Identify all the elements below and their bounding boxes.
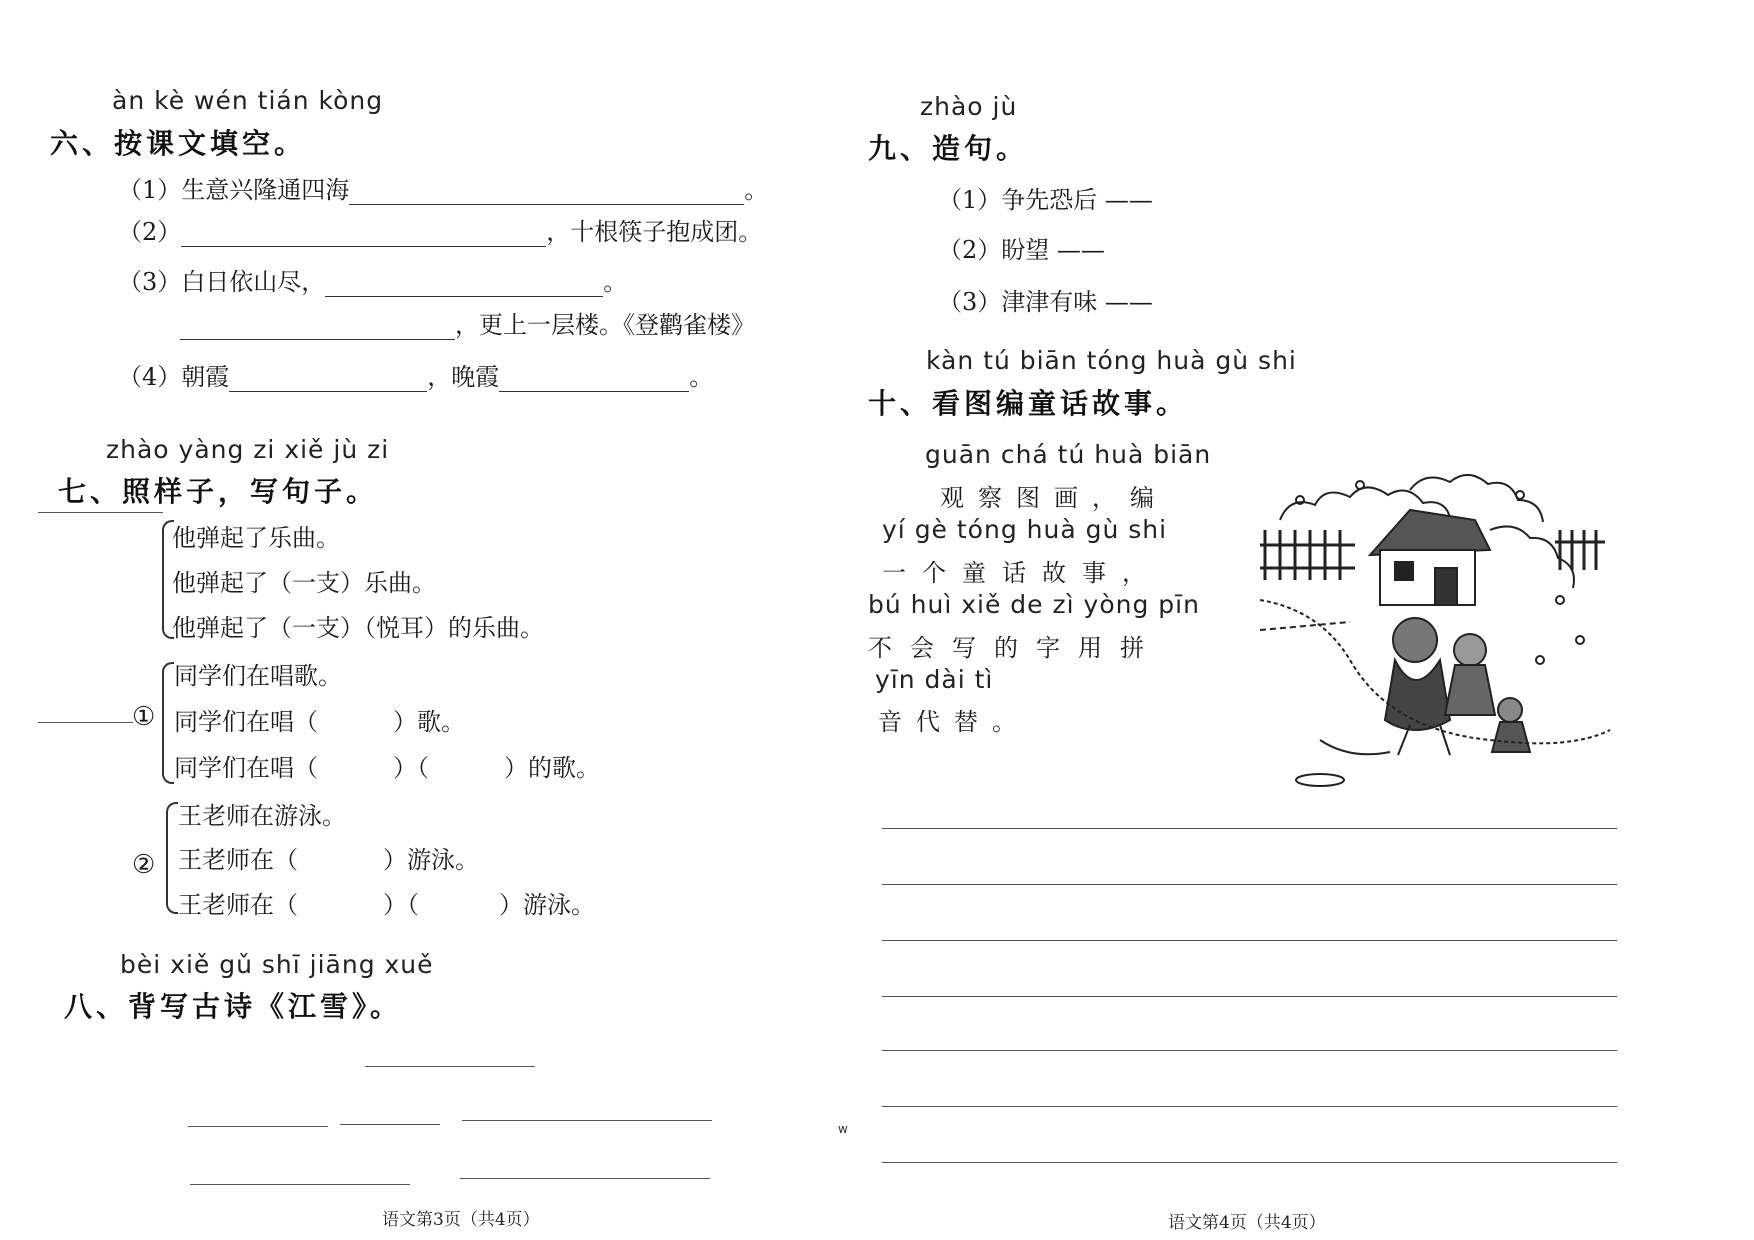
s6-question-3: （3）白日依山尽， 。 xyxy=(118,268,628,296)
writing-line-4[interactable] xyxy=(882,996,1617,997)
instr-pinyin-4: yīn dài tì xyxy=(875,665,994,694)
writing-line-5[interactable] xyxy=(882,1050,1617,1051)
scan-stroke-2 xyxy=(38,722,133,723)
instr-text-3: 不会写的字用拼 xyxy=(868,634,1162,662)
right-footer: 语文第4页（共4页） xyxy=(1168,1213,1326,1233)
character-1-body xyxy=(1385,660,1450,730)
character-2-body xyxy=(1445,665,1495,715)
story-illustration xyxy=(1260,450,1645,790)
character-3-body xyxy=(1492,722,1530,752)
section-9-pinyin: zhào jù xyxy=(920,92,1018,121)
ground-line xyxy=(1320,740,1390,754)
example-2: 他弹起了（一支）乐曲。 xyxy=(172,569,436,597)
group-2-marker: ② xyxy=(132,850,156,880)
poem-line-2b[interactable] xyxy=(340,1124,440,1125)
section-7-pinyin: zhào yàng zi xiě jù zi xyxy=(106,435,390,464)
s6-question-1: （1）生意兴隆通四海 。 xyxy=(118,176,769,204)
group-1-brace xyxy=(162,662,174,784)
writing-line-3[interactable] xyxy=(882,940,1617,941)
center-mark: w xyxy=(838,1122,848,1136)
writing-line-7[interactable] xyxy=(882,1162,1617,1163)
group-2-line-2: 王老师在（ ）游泳。 xyxy=(178,846,479,874)
s6-question-2: （2） ，十根筷子抱成团。 xyxy=(118,218,763,246)
instr-pinyin-2: yí gè tóng huà gù shi xyxy=(882,515,1168,544)
s6-question-3b: ，更上一层楼。《登鹳雀楼》 xyxy=(180,305,755,340)
fence xyxy=(1260,530,1355,580)
s9-question-2: （2）盼望 —— xyxy=(938,236,1105,264)
group-1-line-1: 同学们在唱歌。 xyxy=(174,662,342,690)
group-1-line-2: 同学们在唱（ ）歌。 xyxy=(174,708,465,736)
section-10-pinyin: kàn tú biān tóng huà gù shi xyxy=(926,346,1297,375)
s9-question-3: （3）津津有味 —— xyxy=(938,288,1153,316)
blank-6[interactable] xyxy=(499,367,689,392)
poem-line-2a[interactable] xyxy=(188,1126,328,1127)
poem-line-1[interactable] xyxy=(365,1066,535,1067)
s6-question-4: （4）朝霞 ，晚霞 。 xyxy=(118,363,714,391)
fence-right xyxy=(1555,530,1605,570)
section-8-heading: 八、背写古诗《江雪》。 xyxy=(64,990,403,1023)
blank-2[interactable] xyxy=(181,222,546,247)
writing-line-6[interactable] xyxy=(882,1106,1617,1107)
scan-stroke xyxy=(38,512,163,513)
dash-line xyxy=(1260,622,1350,630)
group-1-line-3: 同学们在唱（ ）（ ）的歌。 xyxy=(174,754,600,782)
blank-1[interactable] xyxy=(349,180,744,205)
section-8-pinyin: bèi xiě gǔ shī jiāng xuě xyxy=(120,950,434,979)
section-10-heading: 十、看图编童话故事。 xyxy=(868,387,1189,420)
instr-text-2: 一个童话故事， xyxy=(882,559,1162,587)
instr-text-4: 音代替。 xyxy=(878,708,1030,736)
blank-4[interactable] xyxy=(180,315,455,340)
poem-line-3b[interactable] xyxy=(460,1178,710,1179)
house-roof xyxy=(1370,510,1490,555)
section-6-pinyin: àn kè wén tián kòng xyxy=(112,86,384,115)
instr-pinyin-3: bú huì xiě de zì yòng pīn xyxy=(868,590,1200,619)
s9-question-1: （1）争先恐后 —— xyxy=(938,186,1153,214)
character-2-head xyxy=(1454,634,1486,666)
blank-5[interactable] xyxy=(229,367,427,392)
house-door xyxy=(1435,568,1457,605)
writing-line-2[interactable] xyxy=(882,884,1617,885)
group-1-marker: ① xyxy=(132,702,156,732)
section-7-heading: 七、照样子，写句子。 xyxy=(58,475,379,508)
stone xyxy=(1296,774,1344,786)
character-1-head xyxy=(1393,618,1437,662)
poem-line-3a[interactable] xyxy=(190,1184,410,1185)
left-footer: 语文第3页（共4页） xyxy=(382,1210,540,1230)
poem-line-2c[interactable] xyxy=(462,1120,712,1121)
instr-pinyin-1: guān chá tú huà biān xyxy=(925,440,1212,469)
group-2-line-1: 王老师在游泳。 xyxy=(178,802,346,830)
group-2-brace xyxy=(166,802,178,914)
instr-text-1: 观察图画，编 xyxy=(940,484,1168,512)
example-1: 他弹起了乐曲。 xyxy=(172,524,340,552)
section-6-heading: 六、按课文填空。 xyxy=(50,127,307,160)
group-2-line-3: 王老师在（ ）（ ）游泳。 xyxy=(178,891,595,919)
character-3-head xyxy=(1498,698,1522,722)
blank-3[interactable] xyxy=(325,272,603,297)
writing-line-1[interactable] xyxy=(882,828,1617,829)
example-3: 他弹起了（一支）（悦耳）的乐曲。 xyxy=(172,614,544,642)
house-window xyxy=(1395,562,1413,580)
section-9-heading: 九、造句。 xyxy=(868,132,1029,165)
